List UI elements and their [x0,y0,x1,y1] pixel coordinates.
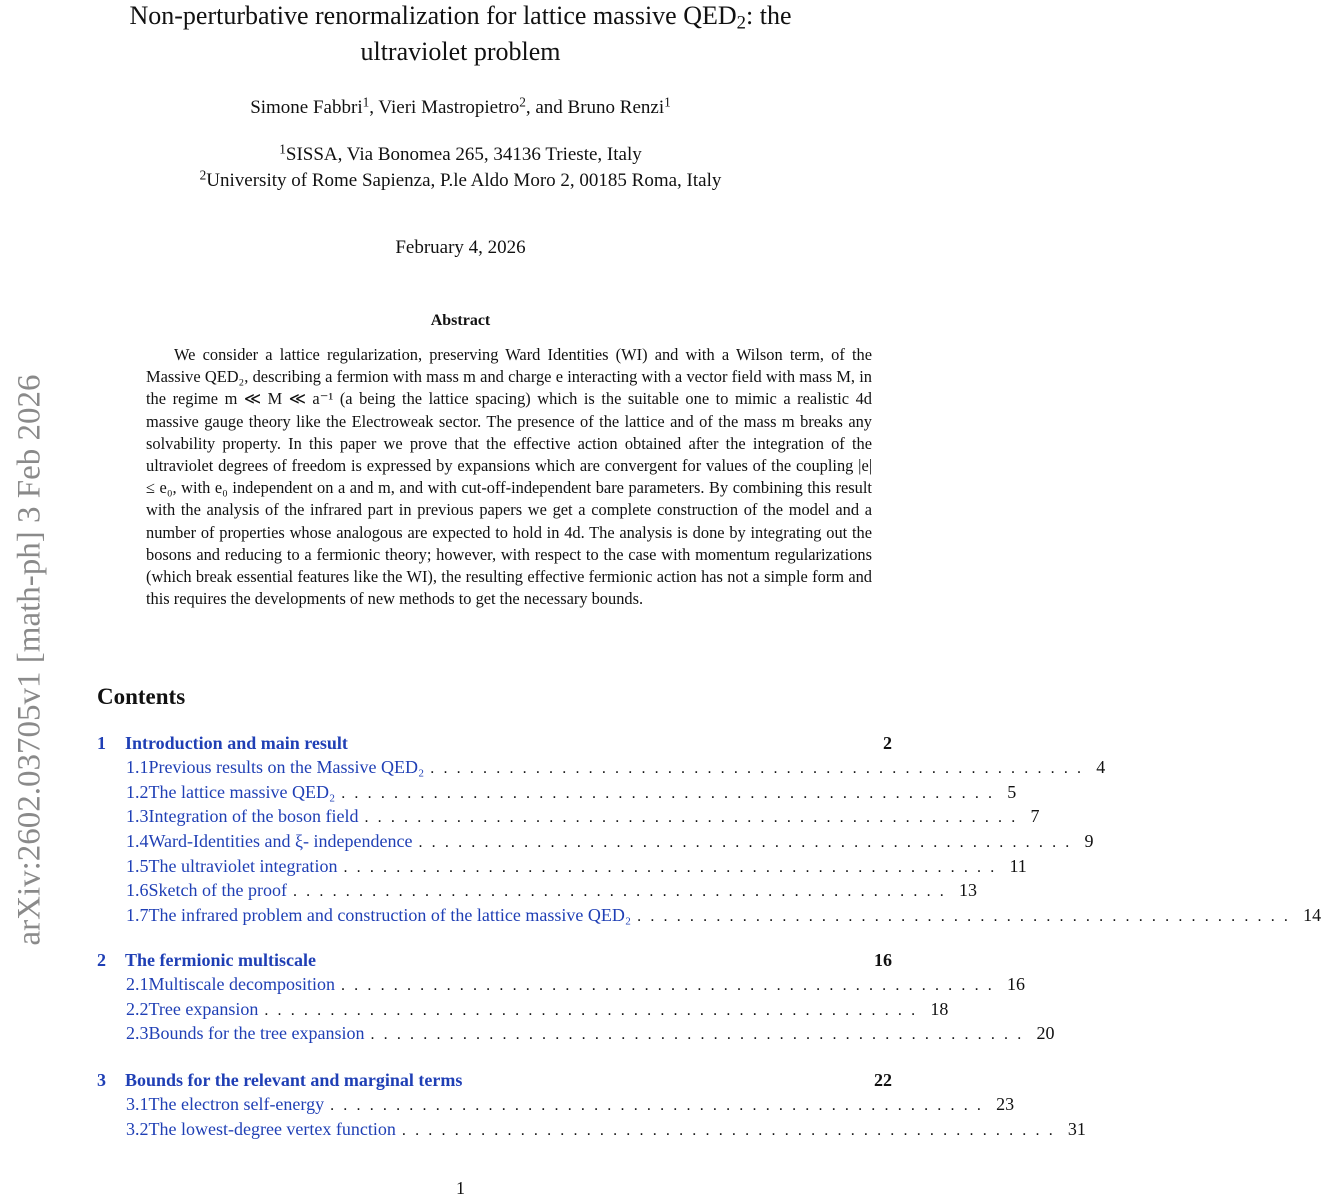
toc-entry-subsection[interactable]: 3.1 The electron self-energy .................................................. 23 [126,1094,1015,1114]
toc-entry-subsection[interactable]: 1.3 Integration of the boson field .................................................. 7 [126,806,1040,827]
toc-entry-subsection[interactable]: 1.1 Previous results on the Massive QED₂ .................................................. 4 [126,757,1106,777]
toc-entry-section[interactable]: 2 The fermionic multiscale 16 [97,950,892,970]
toc-entry-subsection[interactable]: 2.1 Multiscale decomposition .................................................. 16 [126,974,1025,994]
affiliation-1: $^1$SISSA, Via Bonomea 265, 34136 Trieste, Italy [279,141,642,165]
arxiv-identifier: arXiv:2602.03705v1 [math-ph] 3 Feb 2026 [11,374,48,946]
toc-entry-subsection[interactable]: 1.6 Sketch of the proof .................................................. 13 [126,880,977,901]
toc-section-3 [97,1070,1086,1143]
toc-entry-subsection[interactable]: 1.5 The ultraviolet integration .................................................. 11 [126,855,1027,876]
abstract-body [146,344,872,610]
contents-heading: Contents [97,684,186,709]
toc-section-2 [97,950,1055,1048]
affiliation-2: $^2$University of Rome Sapienza, P.le Aldo Moro 2, 00185 Roma, Italy [199,167,722,191]
toc-entry-subsection[interactable]: 2.3 Bounds for the tree expansion .................................................. 20 [126,1023,1055,1044]
paper-title [0,0,921,70]
toc-section-1 [97,733,1321,930]
toc-entry-subsection[interactable]: 2.2 Tree expansion .................................................. 18 [126,998,949,1019]
toc-entry-subsection[interactable]: 1.2 The lattice massive QED₂ .................................................. 5 [126,781,1017,802]
toc-entry-section[interactable]: 1 Introduction and main result 2 [97,733,892,753]
toc-entry-subsection[interactable]: 3.2 The lowest-degree vertex function .................................................. 31 [126,1118,1086,1139]
toc-entry-subsection[interactable]: 1.7 The infrared problem and construction of the lattice massive QED₂ .................................................. 14 [126,905,1321,926]
title-line-2: ultraviolet problem [360,37,561,66]
abstract-text: We consider a lattice regularization, preserving Ward Identities (WI) and with a Wilson term, of the Massive QED₂, describing a fermion with mass m and charge e interacting with a vector field with mass M, in the regime m ≪ M ≪ a⁻¹ (a being the lattice spacing) which is the suitable one to mimic a realistic 4d massive gauge theory like the Electroweak sector. The presence of the lattice and of the mass m breaks any solvability property. In this paper we prove that the effective action obtained after the integration of the ultraviolet degrees of freedom is expressed by expansions which are convergent for values of the coupling |e| ≤ e₀, with e₀ independent on a and m, and with cut-off-independent bare parameters. By combining this result with the analysis of the infrared part in previous papers we get a complete construction of the model and a number of properties whose analogous are expected to hold in 4d. The analysis is done by integrating out the bosons and reducing to a fermionic theory; however, with respect to the case with momentum regularizations (which break essential features like the WI), the resulting effective fermionic action has not a simple form and this requires the developments of new methods to get the necessary bounds. [146,345,872,609]
toc-entry-section[interactable]: 3 Bounds for the relevant and marginal terms 22 [97,1070,892,1090]
abstract-heading: Abstract [430,312,491,329]
paper-date: February 4, 2026 [395,237,526,258]
toc-entry-subsection[interactable]: 1.4 Ward-Identities and ξ- independence .................................................. 9 [126,831,1094,852]
page-number: 1 [456,1178,465,1198]
title-line-1: Non-perturbative renormalization for lattice massive $QED_2$: the [129,1,792,34]
author-list: Simone Fabbri$^1$, Vieri Mastropietro$^2$, and Bruno Renzi$^1$ [250,94,671,118]
